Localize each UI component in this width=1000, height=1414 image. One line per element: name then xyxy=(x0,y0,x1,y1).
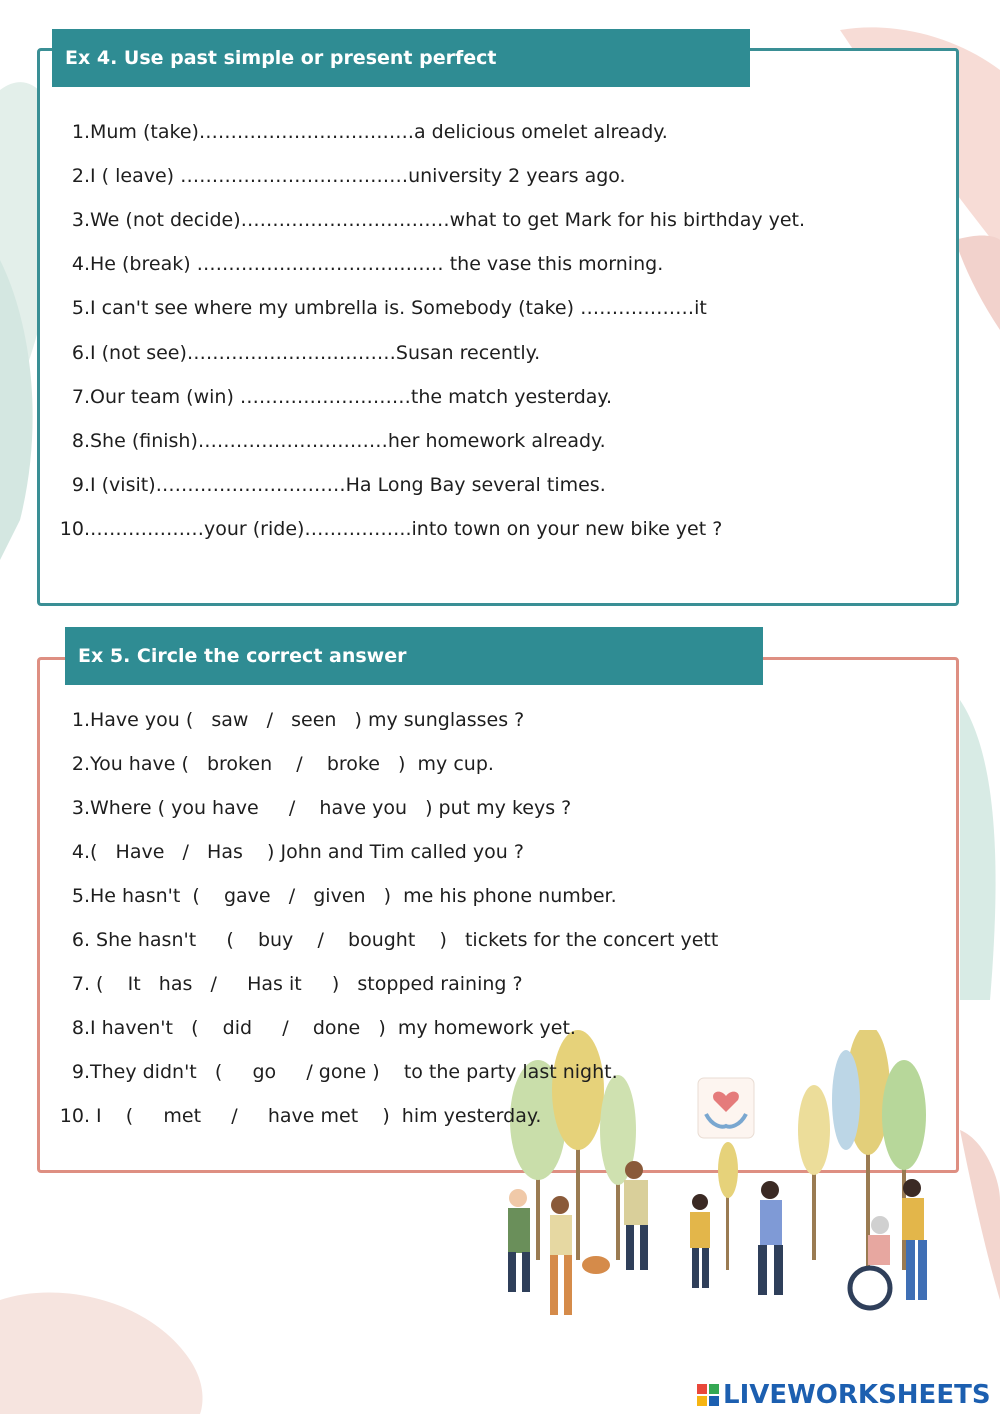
item-number: 9. xyxy=(71,474,90,496)
item-text: Our team (win) ………………………the match yesterday. xyxy=(90,386,612,408)
exercise-4-item xyxy=(0,339,540,367)
item-text: I (visit)…………………………Ha Long Bay several times. xyxy=(90,474,606,496)
item-text: Mum (take)…………………………….a delicious omelet already. xyxy=(90,121,668,143)
exercise-4-item xyxy=(0,206,805,234)
item-number: 6. xyxy=(71,929,90,951)
item-text: He hasn't ( gave / given ) me his phone number. xyxy=(90,885,617,907)
exercise-5-item xyxy=(0,1014,576,1042)
exercise-5-item xyxy=(0,882,617,910)
liveworksheets-logo-icon xyxy=(697,1384,719,1406)
item-text: I can't see where my umbrella is. Somebody (take) ………………it xyxy=(90,297,707,319)
liveworksheets-logo[interactable] xyxy=(697,1378,991,1412)
item-number: 4. xyxy=(71,253,90,275)
item-number: 7. xyxy=(71,386,90,408)
exercise-4-item xyxy=(0,118,668,146)
item-number: 2. xyxy=(71,165,90,187)
exercise-5-item xyxy=(0,970,523,998)
item-number: 7. xyxy=(71,973,90,995)
item-text: I ( met / have met ) him yesterday. xyxy=(90,1105,542,1127)
exercise-4-item xyxy=(0,515,722,543)
item-number: 8. xyxy=(71,1017,90,1039)
exercise-4-item xyxy=(0,162,626,190)
exercise-4-item xyxy=(0,250,663,278)
item-number: 10. xyxy=(59,1105,90,1127)
item-number: 8. xyxy=(71,430,90,452)
item-text: She (finish)…………………………her homework already. xyxy=(90,430,606,452)
item-text: She hasn't ( buy / bought ) tickets for the concert yett xyxy=(90,929,719,951)
item-text: ( It has / Has it ) stopped raining ? xyxy=(90,973,523,995)
item-text: Have you ( saw / seen ) my sunglasses ? xyxy=(90,709,525,731)
item-number: 1. xyxy=(71,709,90,731)
exercise-4-title: Ex 4. Use past simple or present perfect xyxy=(52,29,750,87)
item-text: He (break) ………………………………… the vase this morning. xyxy=(90,253,664,275)
item-text: We (not decide)……………………………what to get Mark for his birthday yet. xyxy=(90,209,806,231)
item-number: 3. xyxy=(71,209,90,231)
item-number: 6. xyxy=(71,342,90,364)
item-number: 2. xyxy=(71,753,90,775)
exercise-4-item xyxy=(0,427,606,455)
exercise-4-item xyxy=(0,294,707,322)
item-text: ………………your (ride)……………..into town on your new bike yet ? xyxy=(90,518,723,540)
item-text: I haven't ( did / done ) my homework yet. xyxy=(90,1017,576,1039)
exercise-5-item xyxy=(0,926,718,954)
exercise-5-item xyxy=(0,750,494,778)
item-number: 3. xyxy=(71,797,90,819)
item-text: I ( leave) ………………………………university 2 years ago. xyxy=(90,165,626,187)
item-text: You have ( broken / broke ) my cup. xyxy=(90,753,494,775)
exercise-5-item xyxy=(0,1058,618,1086)
exercise-5-item xyxy=(0,706,524,734)
item-text: I (not see)……………………………Susan recently. xyxy=(90,342,541,364)
exercise-4-item xyxy=(0,471,606,499)
item-number: 9. xyxy=(71,1061,90,1083)
item-number: 4. xyxy=(71,841,90,863)
item-number: 10. xyxy=(59,518,90,540)
item-number: 5. xyxy=(71,297,90,319)
exercise-5-item xyxy=(0,794,571,822)
exercise-5-title: Ex 5. Circle the correct answer xyxy=(65,627,763,685)
item-number: 5. xyxy=(71,885,90,907)
item-text: ( Have / Has ) John and Tim called you ? xyxy=(90,841,524,863)
exercise-5-item xyxy=(0,1102,541,1130)
item-number: 1. xyxy=(71,121,90,143)
liveworksheets-brand: LIVEWORKSHEETS xyxy=(723,1380,991,1410)
exercise-5-item xyxy=(0,838,524,866)
item-text: They didn't ( go / gone ) to the party last night. xyxy=(90,1061,618,1083)
exercise-4-item xyxy=(0,383,612,411)
item-text: Where ( you have / have you ) put my keys ? xyxy=(90,797,572,819)
